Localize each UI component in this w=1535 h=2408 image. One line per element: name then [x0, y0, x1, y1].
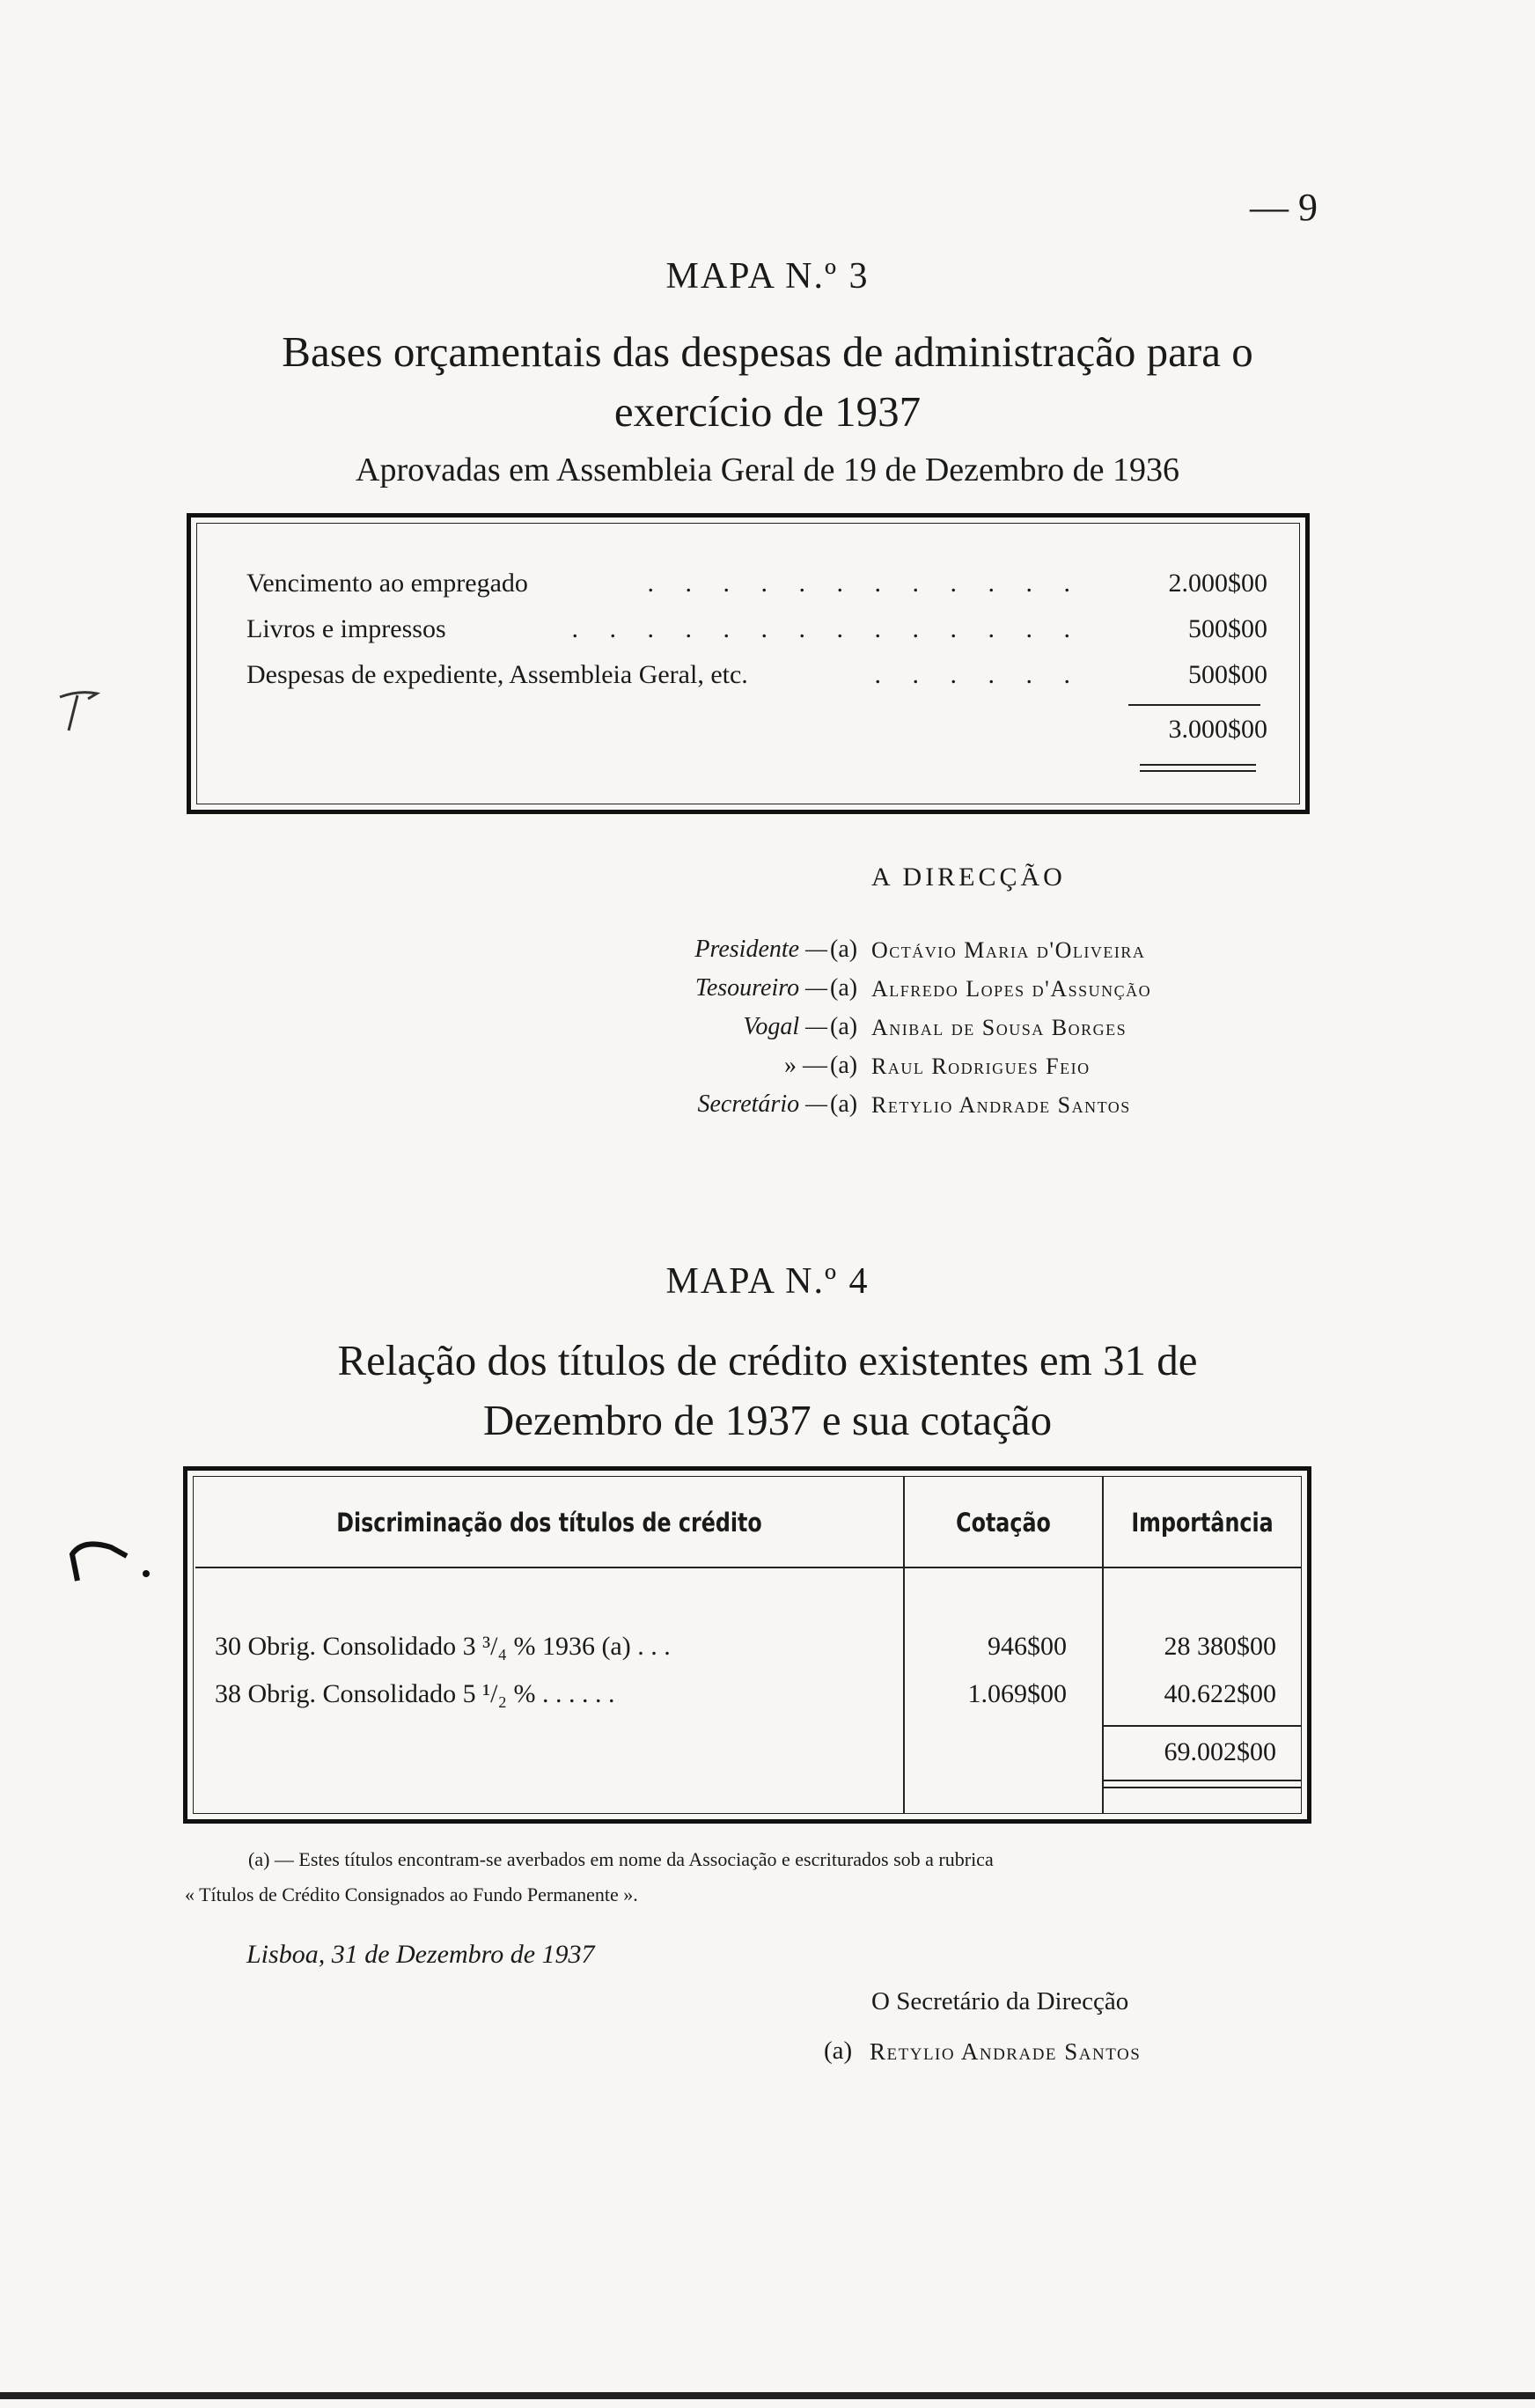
budget-row-label: Despesas de expediente, Assembleia Geral, etc.: [246, 660, 748, 689]
closing-name: Retylio Andrade Santos: [870, 2038, 1142, 2065]
budget-row-amount: 500$00: [1188, 614, 1267, 643]
double-rule: [1140, 770, 1256, 772]
signatory-name: Retylio Andrade Santos: [871, 1092, 1131, 1118]
column-header: Discriminação dos títulos de crédito: [336, 1508, 762, 1538]
margin-mark-icon: [53, 686, 106, 739]
budget-row-dots: . . . . . .: [874, 660, 1083, 689]
signatory-prefix: (a): [830, 936, 858, 963]
signatory-role: » —: [784, 1052, 827, 1079]
security-importancia: 40.622$00: [1164, 1679, 1276, 1708]
sum-line: [1104, 1725, 1301, 1727]
mapa3-heading-line2: exercício de 1937: [613, 387, 922, 436]
budget-row-amount: 500$00: [1188, 660, 1267, 689]
security-importancia: 28 380$00: [1164, 1632, 1276, 1661]
footnote-line1: (a) — Estes títulos encontram-se averbados em nome da Associação e escriturados sob a rubrica: [248, 1848, 994, 1870]
budget-row: [246, 660, 1267, 699]
signatory-name: Raul Rodrigues Feio: [871, 1054, 1091, 1079]
bottom-edge: [0, 2392, 1535, 2399]
securities-total: 69.002$00: [1164, 1737, 1276, 1766]
double-rule: [1104, 1787, 1301, 1788]
signatory-name: Anibal de Sousa Borges: [871, 1015, 1127, 1040]
signatory-prefix: (a): [830, 1013, 858, 1040]
budget-row-label: Vencimento ao empregado: [246, 569, 528, 598]
budget-total-row: [246, 715, 1267, 753]
security-description: 38 Obrig. Consolidado 5 ¹/₂ % . . . . . .: [215, 1679, 615, 1708]
signatory-name: Alfredo Lopes d'Assunção: [871, 976, 1152, 1002]
mapa3-title: MAPA N.º 3: [665, 256, 870, 297]
double-rule: [1104, 1780, 1301, 1781]
margin-mark-icon: [60, 1531, 157, 1593]
footnote-line2: « Títulos de Crédito Consignados ao Fundo Permanente ».: [185, 1883, 638, 1905]
budget-row-dots: . . . . . . . . . . . . . .: [571, 614, 1083, 643]
budget-total: 3.000$00: [1168, 715, 1267, 744]
budget-row-dots: . . . . . . . . . . . .: [647, 569, 1083, 598]
signatory-prefix: (a): [830, 1052, 858, 1079]
closing-prefix: (a): [824, 2037, 853, 2065]
mapa3-heading-line1: Bases orçamentais das despesas de administração para o: [282, 327, 1253, 376]
security-cotacao: 946$00: [988, 1632, 1067, 1661]
signatory-prefix: (a): [830, 1090, 858, 1118]
place-date: Lisboa, 31 de Dezembro de 1937: [246, 1940, 595, 1969]
mapa4-heading-line2: Dezembro de 1937 e sua cotação: [482, 1396, 1053, 1444]
mapa4-heading-line1: Relação dos títulos de crédito existentes em 31 de: [337, 1336, 1198, 1384]
budget-row: [246, 569, 1267, 607]
signatory-role: Secretário —: [697, 1090, 827, 1118]
direccao-heading: A DIRECÇÃO: [871, 863, 1066, 892]
closing-title: O Secretário da Direcção: [871, 1987, 1129, 2015]
column-header: Cotação: [956, 1508, 1051, 1538]
budget-row-label: Livros e impressos: [246, 614, 446, 643]
signatory-role: Presidente —: [694, 936, 827, 963]
page-number: — 9: [1250, 186, 1318, 229]
sum-line: [1128, 704, 1260, 706]
column-header: Importância: [1131, 1508, 1274, 1538]
signatory-role: Vogal —: [743, 1013, 827, 1040]
signatory-role: Tesoureiro —: [694, 974, 827, 1002]
mapa4-title: MAPA N.º 4: [665, 1261, 870, 1302]
budget-row: [246, 614, 1267, 653]
header-rule: [195, 1567, 1301, 1568]
double-rule: [1140, 764, 1256, 766]
security-description: 30 Obrig. Consolidado 3 ³/₄ % 1936 (a) . . .: [215, 1632, 671, 1661]
signatory-prefix: (a): [830, 974, 858, 1002]
security-cotacao: 1.069$00: [967, 1679, 1067, 1708]
signatory-name: Octávio Maria d'Oliveira: [871, 937, 1146, 963]
budget-row-amount: 2.000$00: [1168, 569, 1267, 598]
mapa3-subtitle: Aprovadas em Assembleia Geral de 19 de Dezembro de 1936: [356, 452, 1179, 488]
